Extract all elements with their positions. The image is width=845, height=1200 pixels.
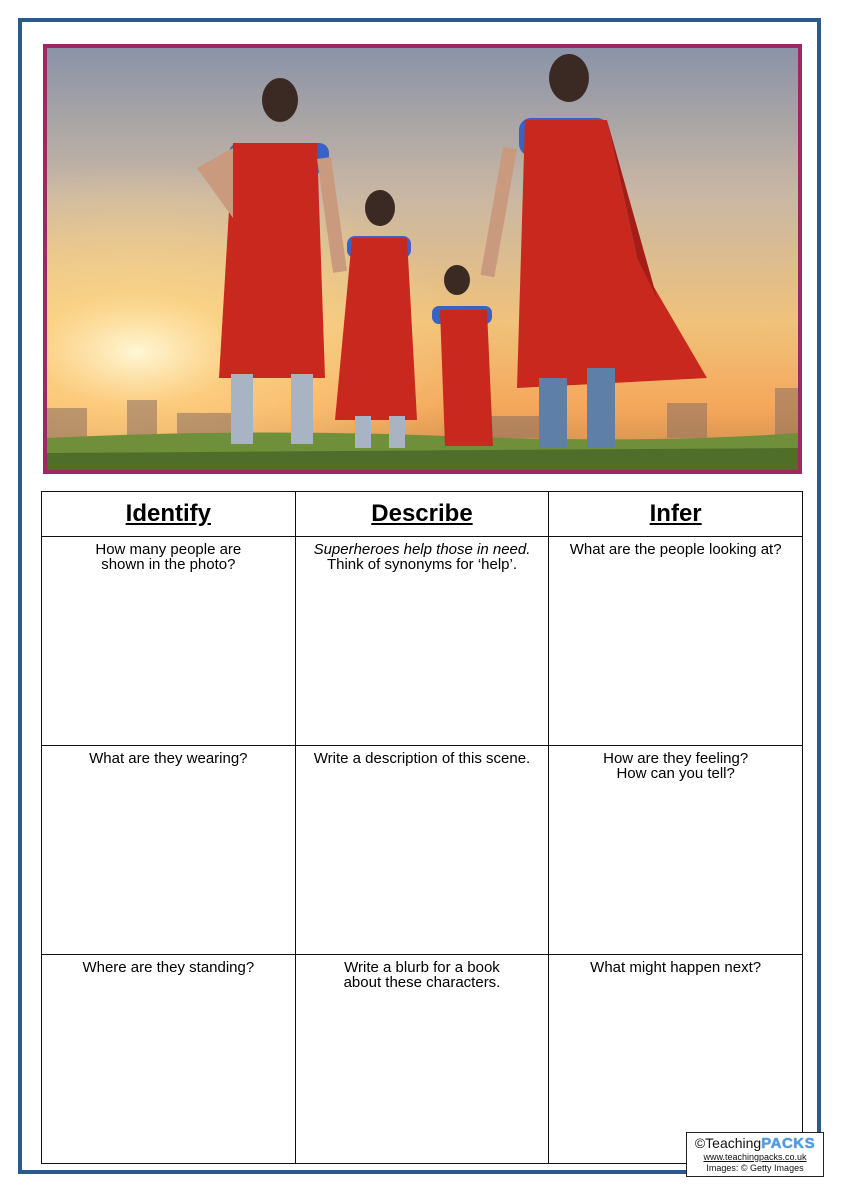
prompt-line: How many people are <box>95 541 242 558</box>
prompt-line: How can you tell? <box>616 765 735 782</box>
answer-cell[interactable] <box>295 746 549 955</box>
prompt-line: How are they feeling? <box>603 750 749 767</box>
prompt-line: Where are they standing? <box>82 959 255 976</box>
worksheet-grid <box>41 491 803 1164</box>
logo-brand-highlight: PACKS <box>761 1135 816 1152</box>
table-row <box>42 537 803 746</box>
header-identify: Identify <box>42 492 296 537</box>
prompt-italic-line: Superheroes help those in need. <box>313 541 531 558</box>
answer-cell[interactable] <box>549 746 803 955</box>
header-row <box>42 492 803 537</box>
prompt-line: about these characters. <box>343 974 501 991</box>
prompt-line: Write a description of this scene. <box>313 750 531 767</box>
answer-cell[interactable] <box>295 955 549 1164</box>
image-credit: Images: © Getty Images <box>706 1163 804 1173</box>
sunset-scene-illustration <box>47 48 798 470</box>
header-describe: Describe <box>295 492 549 537</box>
prompt-line: What might happen next? <box>590 959 762 976</box>
superhero-family-photo <box>43 44 802 474</box>
answer-cell[interactable] <box>42 746 296 955</box>
logo-url-link[interactable]: www.teachingpacks.co.uk <box>703 1152 807 1162</box>
logo-brand-prefix: ©Teaching <box>694 1135 762 1151</box>
answer-cell[interactable] <box>549 537 803 746</box>
prompt-line: Write a blurb for a book <box>344 959 500 976</box>
prompt-line: Think of synonyms for ‘help’. <box>326 556 518 573</box>
prompt-line: What are they wearing? <box>89 750 248 767</box>
answer-cell[interactable] <box>295 537 549 746</box>
answer-cell[interactable] <box>42 537 296 746</box>
prompt-line: What are the people looking at? <box>569 541 782 558</box>
prompt-line: shown in the photo? <box>101 556 236 573</box>
answer-cell[interactable] <box>42 955 296 1164</box>
header-infer: Infer <box>549 492 803 537</box>
teachingpacks-logo <box>686 1132 824 1177</box>
table-row <box>42 746 803 955</box>
